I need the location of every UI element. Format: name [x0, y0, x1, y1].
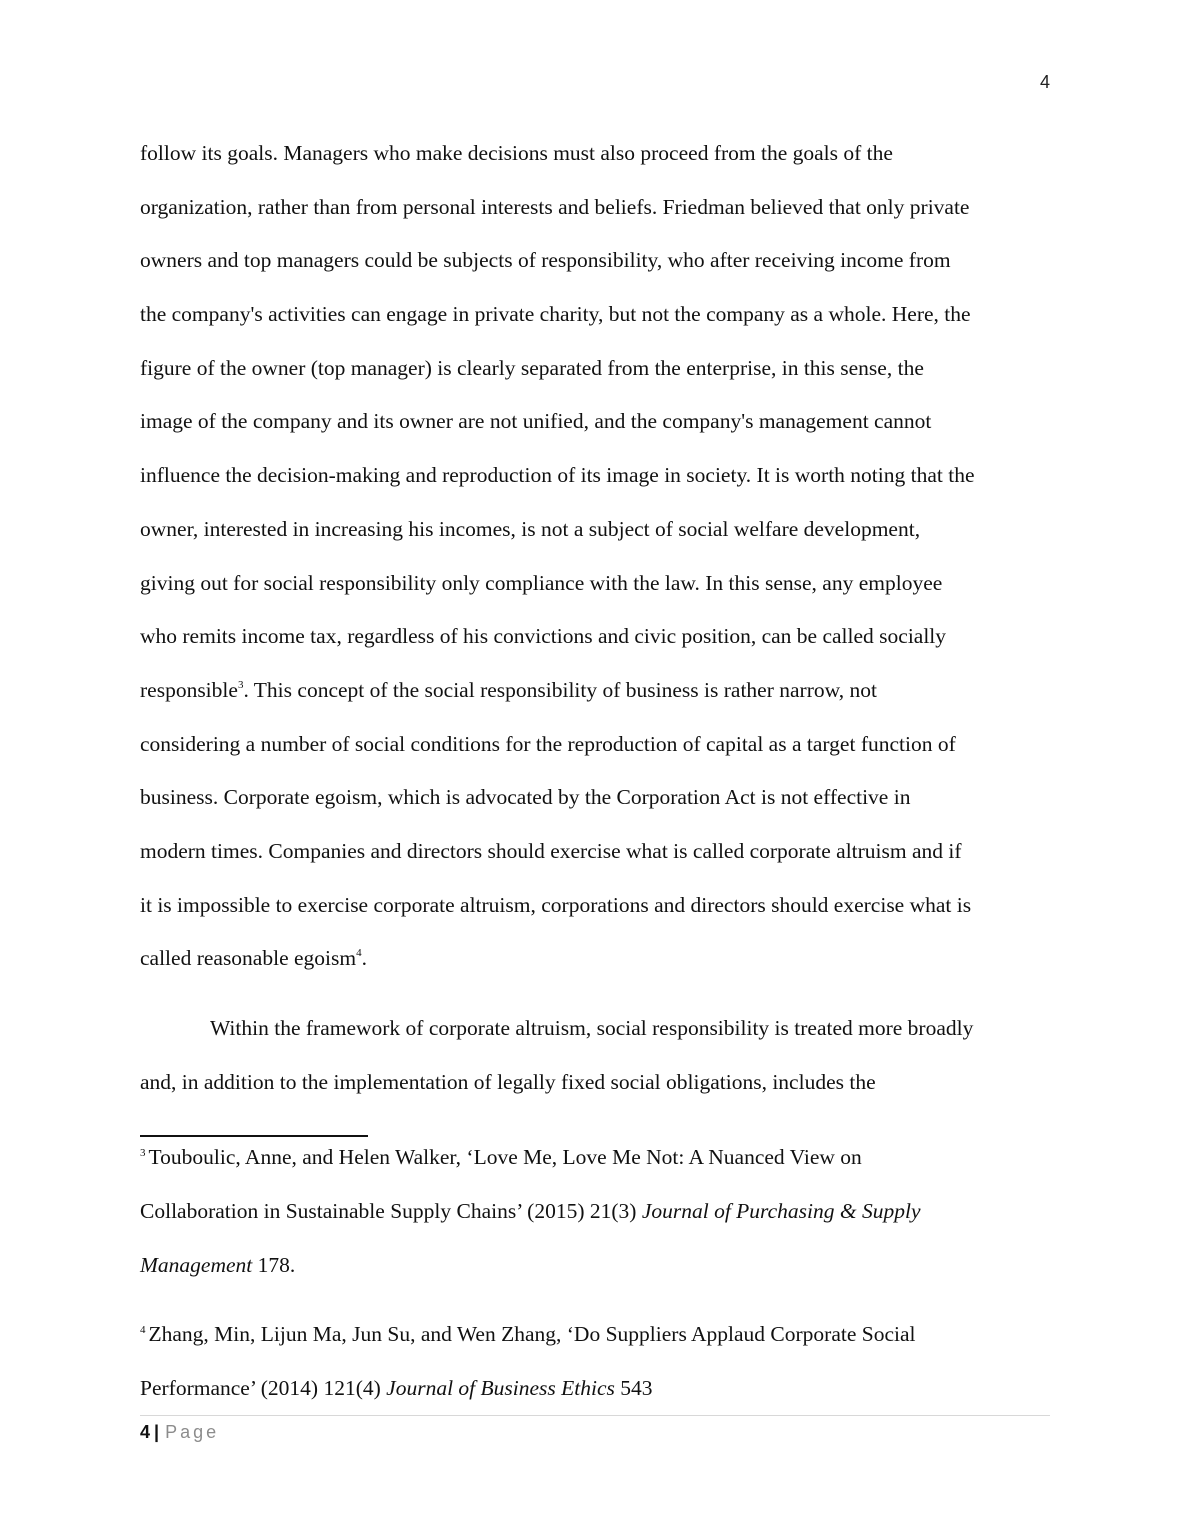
footnote-reference-4[interactable]: 4: [356, 947, 362, 960]
paragraph-line: who remits income tax, regardless of his convictions and civic position, can be called socially: [140, 624, 947, 649]
journal-title: Management: [140, 1253, 253, 1277]
paragraph-line: [140, 664, 1055, 718]
footnote-4-line: [140, 1307, 1055, 1361]
footnote-text: 178.: [252, 1253, 296, 1277]
footnote-mark-4: 4: [140, 1323, 146, 1336]
footnote-text: Performance’ (2014) 121(4): [140, 1376, 387, 1400]
paragraph-line: the company's activities can engage in private charity, but not the company as a whole. Here, the: [140, 302, 971, 327]
paragraph-line: and, in addition to the implementation of legally fixed social obligations, includes the: [140, 1069, 876, 1094]
paragraph-line: considering a number of social conditions for the reproduction of capital as a target function of: [140, 731, 956, 756]
footnote-reference-3[interactable]: 3: [237, 678, 244, 691]
paragraph-line: owner, interested in increasing his incomes, is not a subject of social welfare development,: [140, 516, 921, 541]
paragraph-line: figure of the owner (top manager) is clearly separated from the enterprise, in this sense, the: [140, 355, 924, 380]
paragraph-line: image of the company and its owner are not unified, and the company's management cannot: [140, 409, 932, 434]
paragraph-line: owners and top managers could be subjects of responsibility, who after receiving income from: [140, 248, 951, 273]
paragraph-line: business. Corporate egoism, which is advocated by the Corporation Act is not effective in: [140, 785, 911, 810]
paragraph-line: Within the framework of corporate altruism, social responsibility is treated more broadly: [210, 1016, 974, 1040]
footnote-3-line: [140, 1184, 1055, 1238]
paragraph-line: modern times. Companies and directors should exercise what is called corporate altruism and if: [140, 838, 962, 863]
line-text: . This concept of the social responsibility of business is rather narrow, not: [243, 677, 877, 702]
paragraph-line: [140, 932, 1055, 986]
body-text: [140, 127, 1055, 1109]
footer-separator: |: [154, 1422, 160, 1442]
footnotes: [140, 1130, 1055, 1415]
line-text: .: [361, 946, 367, 971]
footnote-mark-3: 3: [140, 1146, 146, 1159]
paragraph-line: organization, rather than from personal interests and beliefs. Friedman believed that only private: [140, 194, 970, 219]
journal-title: Journal of Business Ethics: [386, 1376, 615, 1400]
footnote-text: Touboulic, Anne, and Helen Walker, ‘Love Me, Love Me Not: A Nuanced View on: [148, 1145, 862, 1169]
line-text: responsible: [140, 677, 238, 702]
header-page-number: 4: [1039, 72, 1050, 92]
paragraph-line: giving out for social responsibility only compliance with the law. In this sense, any employee: [140, 570, 943, 595]
footer-page-number: 4: [140, 1422, 151, 1442]
paragraph-line: influence the decision-making and reproduction of its image in society. It is worth noting that the: [140, 463, 975, 488]
paragraph-line: it is impossible to exercise corporate altruism, corporations and directors should exercise what is: [140, 892, 972, 917]
footnote-4-line: [140, 1361, 1055, 1415]
footnote-3-line: [140, 1130, 1055, 1184]
footnote-text: 543: [614, 1376, 653, 1400]
footnote-text: Zhang, Min, Lijun Ma, Jun Su, and Wen Zhang, ‘Do Suppliers Applaud Corporate Social: [148, 1322, 916, 1346]
footer-divider: [140, 1415, 1050, 1416]
footnote-3-line: [140, 1238, 1055, 1292]
line-text: called reasonable egoism: [140, 946, 357, 971]
paragraph-line: follow its goals. Managers who make decisions must also proceed from the goals of the: [140, 141, 893, 165]
footnote-text: Collaboration in Sustainable Supply Chains’ (2015) 21(3): [140, 1199, 642, 1223]
page-footer: [140, 1420, 219, 1444]
journal-title: Journal of Purchasing & Supply: [641, 1199, 921, 1223]
footer-page-label: Page: [165, 1422, 220, 1442]
